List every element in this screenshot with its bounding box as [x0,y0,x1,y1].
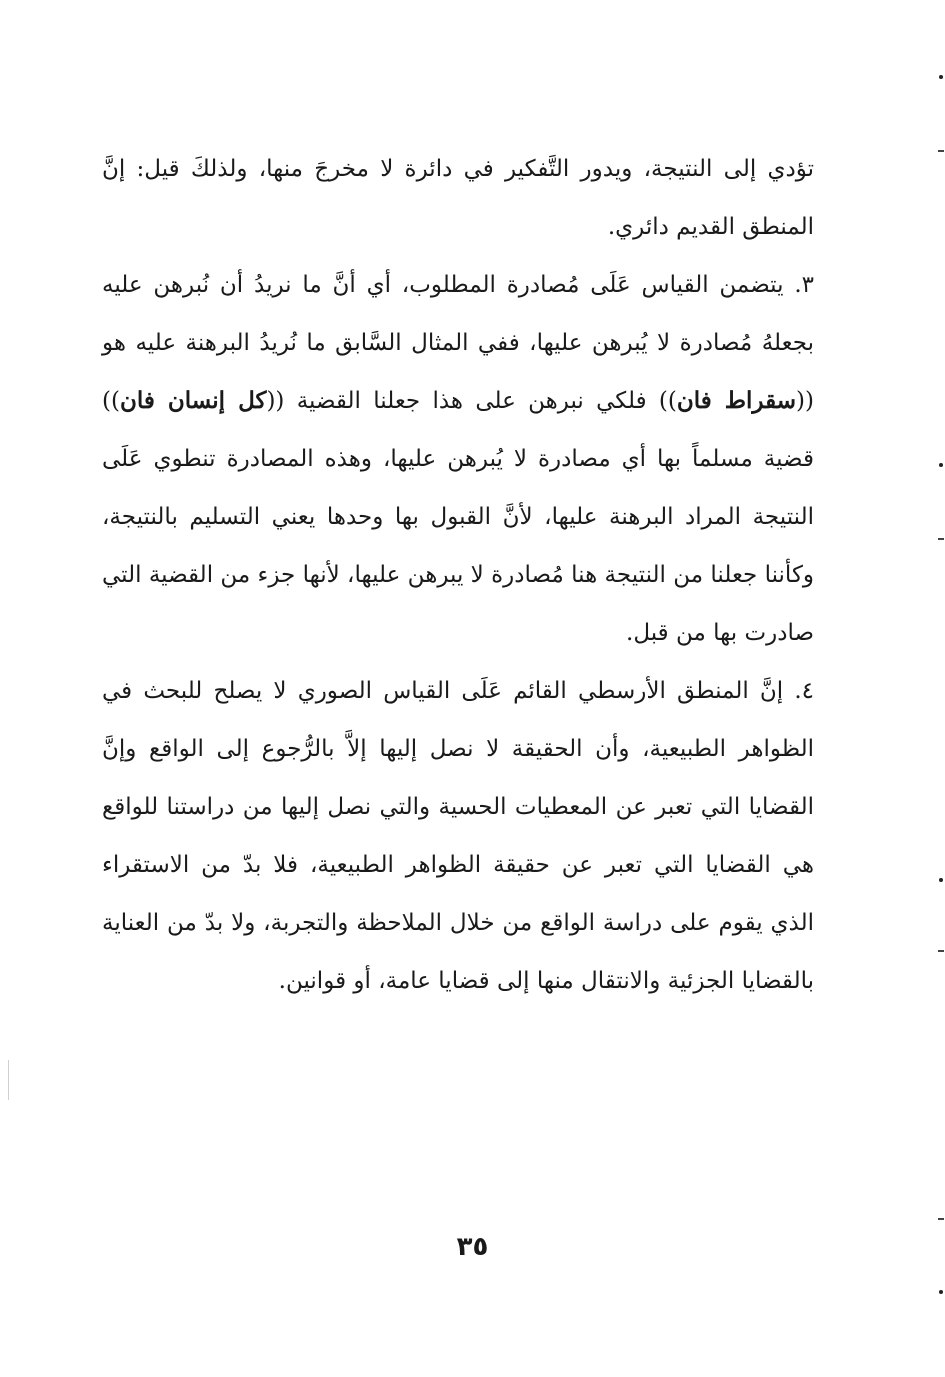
bold-phrase: كل إنسان فان [119,387,267,414]
scan-mark [938,1218,944,1220]
scan-mark [939,463,943,467]
bold-phrase: سقراط فان [676,387,797,414]
item-text-part: )) فلكي نبرهن على هذا جعلنا القضية (( [266,388,677,414]
item-text-part: )) قضية مسلماً بها أي مصادرة لا يُبرهن عليها، وهذه المصادرة تنطوي عَلَى النتيجة المراد البرهنة عليها، لأنَّ القبول بها وحدها يعني التسليم بالنتيجة، وكأننا جعلنا من النتيجة هنا مُصادرة لا يبرهن عليها، لأنها جزء من القضية التي صادرت بها من قبل. [102,388,814,646]
list-item-3 [102,256,814,662]
list-item-4 [102,662,814,1010]
scan-mark [938,950,944,952]
item-number: ٤. [794,678,814,704]
scan-mark [939,1290,943,1294]
scan-mark [938,150,944,152]
intro-paragraph: تؤدي إلى النتيجة، ويدور التَّفكير في دائرة لا مخرجَ منها، ولذلكَ قيل: إنَّ المنطق القديم دائري. [102,156,814,240]
page-number: ٣٥ [456,1232,489,1262]
scan-mark [939,878,943,882]
item-text: إنَّ المنطق الأرسطي القائم عَلَى القياس الصوري لا يصلح للبحث في الظواهر الطبيعية، وأن الحقيقة لا نصل إليها إلاَّ بالرُّجوع إلى الواقع وإنَّ القضايا التي تعبر عن المعطيات الحسية والتي نصل إليها من دراستنا للواقع هي القضايا التي تعبر عن حقيقة الظواهر الطبيعية، فلا بدّ من الاستقراء الذي يقوم على دراسة الواقع من خلال الملاحظة والتجربة، ولا بدّ من العناية بالقضايا الجزئية والانتقال منها إلى قضايا عامة، أو قوانين. [102,678,814,994]
scan-mark [938,538,944,540]
scan-mark [939,75,943,79]
item-text-part: يتضمن القياس عَلَى مُصادرة المطلوب، أي أنَّ ما نريدُ أن نُبرهن عليه بجعلهُ مُصادرة لا يُبرهن عليها، ففي المثال السَّابق ما نُريدُ البرهنة عليه هو (( [102,272,814,414]
item-number: ٣. [794,272,814,298]
scan-mark [8,1060,9,1100]
body-text [102,140,814,1010]
